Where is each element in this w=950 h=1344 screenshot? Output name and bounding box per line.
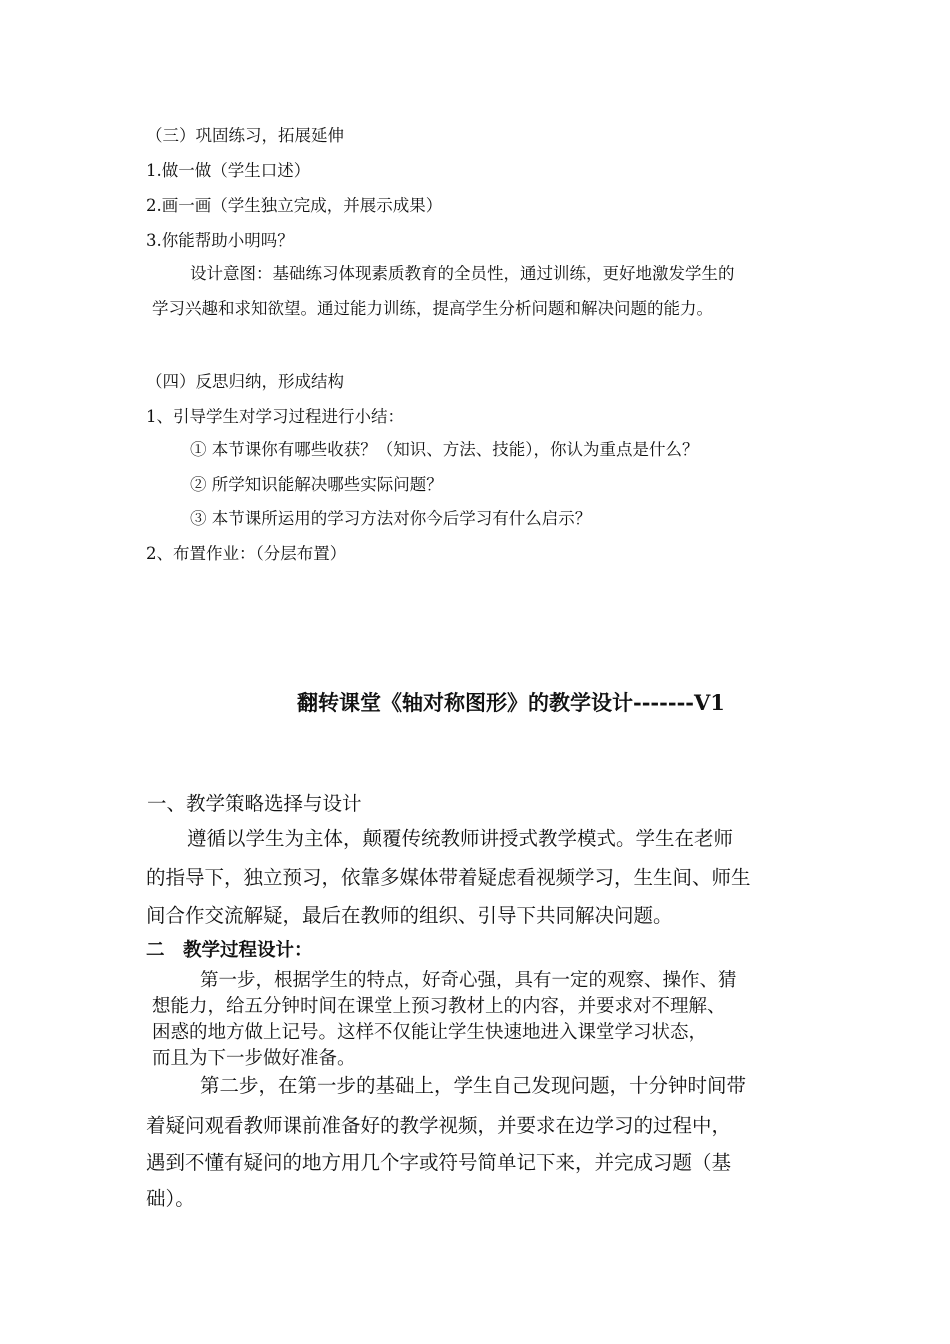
section4-heading: （四）反思归纳，形成结构 bbox=[146, 372, 344, 391]
step1-line-2: 想能力，给五分钟时间在课堂上预习教材上的内容，并要求对不理解、 bbox=[152, 996, 726, 1017]
summary-question-2: ② 所学知识能解决哪些实际问题？ bbox=[190, 475, 443, 494]
step1-line-1: 第一步，根据学生的特点，好奇心强，具有一定的观察、操作、猜 bbox=[200, 970, 737, 991]
design-intent-line-2: 学习兴趣和求知欲望。通过能力训练，提高学生分析问题和解决问题的能力。 bbox=[152, 299, 713, 318]
part1-heading: 一、教学策略选择与设计 bbox=[147, 792, 362, 815]
section3-heading: （三）巩固练习，拓展延伸 bbox=[146, 126, 344, 145]
design-intent-line-1: 设计意图：基础练习体现素质教育的全员性，通过训练，更好地激发学生的 bbox=[190, 264, 735, 283]
section3-item-2: 2.画一画（学生独立完成，并展示成果） bbox=[146, 196, 443, 215]
section3-item-1: 1.做一做（学生口述） bbox=[146, 161, 311, 180]
section4-item-1: 1、引导学生对学习过程进行小结： bbox=[146, 407, 404, 426]
step2-line-1: 第二步，在第一步的基础上，学生自己发现问题，十分钟时间带 bbox=[200, 1074, 747, 1097]
summary-question-1: ① 本节课你有哪些收获？（知识、方法、技能），你认为重点是什么？ bbox=[190, 440, 699, 459]
part1-line-3: 间合作交流解疑，最后在教师的组织、引导下共同解决问题。 bbox=[146, 904, 673, 927]
step2-line-2: 着疑问观看教师课前准备好的教学视频，并要求在边学习的过程中， bbox=[146, 1114, 732, 1137]
step2-line-3: 遇到不懂有疑问的地方用几个字或符号简单记下来，并完成习题（基 bbox=[146, 1151, 732, 1174]
step1-line-4: 而且为下一步做好准备。 bbox=[152, 1048, 356, 1069]
section3-item-3: 3.你能帮助小明吗？ bbox=[146, 231, 294, 250]
section4-item-2: 2、布置作业：（分层布置） bbox=[146, 544, 347, 563]
step2-line-4: 础）。 bbox=[146, 1187, 195, 1210]
step1-line-3: 困惑的地方做上记号。这样不仅能让学生快速地进入课堂学习状态， bbox=[152, 1022, 708, 1043]
part2-heading: 二 教学过程设计： bbox=[146, 940, 313, 961]
document-title: 翻转课堂《轴对称图形》的教学设计-------V1 bbox=[297, 690, 725, 715]
part1-line-1: 遵循以学生为主体，颠覆传统教师讲授式教学模式。学生在老师 bbox=[187, 827, 734, 850]
summary-question-3: ③ 本节课所运用的学习方法对你今后学习有什么启示？ bbox=[190, 509, 592, 528]
part1-line-2: 的指导下，独立预习，依靠多媒体带着疑虑看视频学习，生生间、师生 bbox=[146, 866, 751, 889]
